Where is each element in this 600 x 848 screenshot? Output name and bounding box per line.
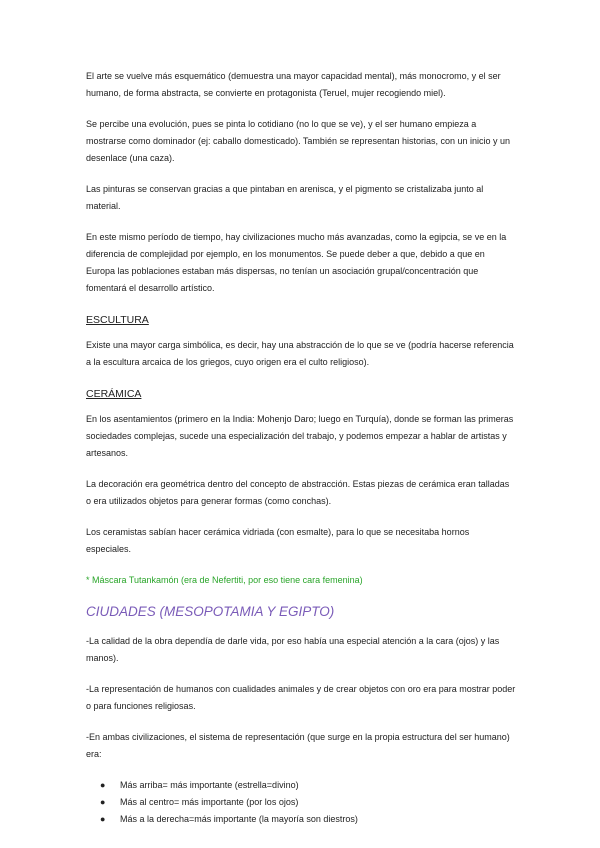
heading-escultura: ESCULTURA (86, 314, 149, 326)
paragraph: Los ceramistas sabían hacer cerámica vidriada (con esmalte), para lo que se necesitaba hornos especiales. (86, 527, 470, 554)
paragraph: El arte se vuelve más esquemático (demuestra una mayor capacidad mental), más monocromo, y el ser humano, de forma abstracta, se convierte en protagonista (Teruel, mujer recogiendo miel). (86, 71, 501, 98)
paragraph: Las pinturas se conservan gracias a que pintaban en arenisca, y el pigmento se cristalizaba junto al material. (86, 184, 484, 211)
section-title-ciudades: CIUDADES (MESOPOTAMIA Y EGIPTO) (86, 604, 335, 619)
paragraph: En los asentamientos (primero en la India: Mohenjo Daro; luego en Turquía), donde se forman las primeras sociedades complejas, sucede una especialización del trabajo, y podemos empezar a hablar de artistas y artesanos. (86, 414, 514, 458)
list-item-text: Más a la derecha=más importante (la mayoría son diestros) (120, 814, 358, 824)
paragraph: Existe una mayor carga simbólica, es decir, hay una abstracción de lo que se ve (podría hacerse referencia a la escultura arcaica de los griegos, cuyo origen era el culto religioso). (86, 340, 514, 367)
list-item (86, 794, 516, 811)
heading-ceramica: CERÁMICA (86, 388, 142, 400)
paragraph: La decoración era geométrica dentro del concepto de abstracción. Estas piezas de cerámica eran talladas o era utilizados objetos para generar formas (como conchas). (86, 479, 510, 506)
bullet-icon: ● (100, 780, 106, 790)
bullet-icon: ● (100, 797, 106, 807)
paragraph: -La calidad de la obra dependía de darle vida, por eso había una especial atención a la cara (ojos) y las manos). (86, 636, 500, 663)
paragraph: -La representación de humanos con cualidades animales y de crear objetos con oro era para mostrar poder o para funciones religiosas. (86, 684, 516, 711)
list-item-text: Más al centro= más importante (por los ojos) (120, 797, 299, 807)
bullet-icon: ● (100, 814, 106, 824)
paragraph: En este mismo período de tiempo, hay civilizaciones mucho más avanzadas, como la egipcia, se ve en la diferencia de complejidad por ejemplo, en los monumentos. Se puede deber a que, debido a que en Europa las poblaciones estaban más dispersas, no tenían un asociación grupal/concentración que fomentará el desarrollo artístico. (86, 232, 507, 293)
representation-list (86, 777, 516, 828)
document-page (86, 68, 516, 828)
paragraph: -En ambas civilizaciones, el sistema de representación (que surge en la propia estructura del ser humano) era: (86, 732, 510, 759)
note-mascara: * Máscara Tutankamón (era de Nefertiti, por eso tiene cara femenina) (86, 575, 363, 585)
paragraph: Se percibe una evolución, pues se pinta lo cotidiano (no lo que se ve), y el ser humano empieza a mostrarse como dominador (ej: caballo domesticado). También se representan historias, con un inicio y un desenlace (una caza). (86, 119, 511, 163)
list-item (86, 777, 516, 794)
list-item-text: Más arriba= más importante (estrella=divino) (120, 780, 299, 790)
list-item (86, 811, 516, 828)
